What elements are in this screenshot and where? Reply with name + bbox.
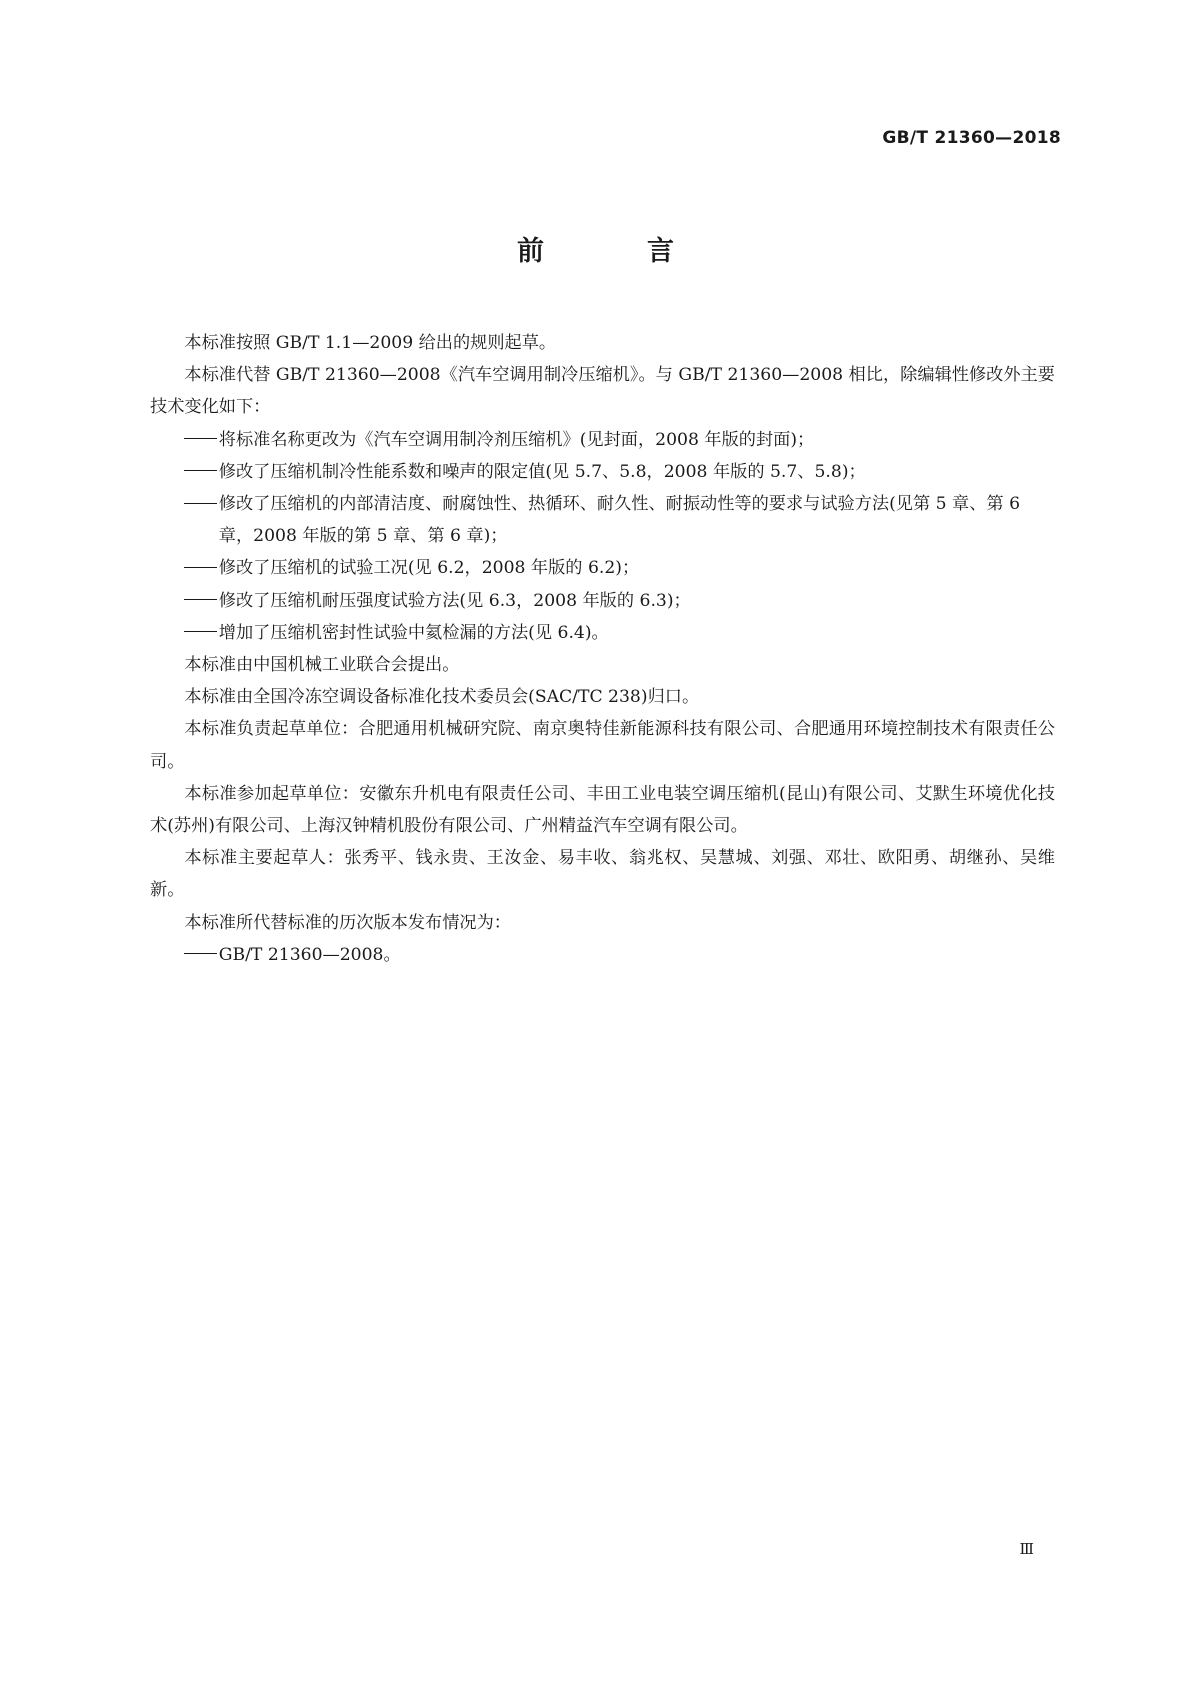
list-item: 将标准名称更改为《汽车空调用制冷剂压缩机》(见封面，2008 年版的封面)； <box>150 424 1055 456</box>
list-item: 修改了压缩机的内部清洁度、耐腐蚀性、热循环、耐久性、耐振动性等的要求与试验方法(见第 5 章、第 6 章，2008 年版的第 5 章、第 6 章)； <box>150 488 1055 552</box>
paragraph-participating-units: 本标准参加起草单位：安徽东升机电有限责任公司、丰田工业电装空调压缩机(昆山)有限公司、艾默生环境优化技术(苏州)有限公司、上海汉钟精机股份有限公司、广州精益汽车空调有限公司。 <box>150 783 1055 837</box>
list-item: 修改了压缩机的试验工况(见 6.2，2008 年版的 6.2)； <box>150 552 1055 584</box>
paragraph-administered-by: 本标准由全国冷冻空调设备标准化技术委员会(SAC/TC 238)归口。 <box>184 687 700 708</box>
dash-icon <box>184 617 218 649</box>
list-item: 增加了压缩机密封性试验中氦检漏的方法(见 6.4)。 <box>150 617 1055 649</box>
list-item: GB/T 21360—2008。 <box>150 939 1055 971</box>
document-body <box>150 327 1055 971</box>
page-title: 前 言 <box>517 236 712 267</box>
list-item: 修改了压缩机制冷性能系数和噪声的限定值(见 5.7、5.8，2008 年版的 5.7、5.8)； <box>150 456 1055 488</box>
dash-icon <box>184 456 218 488</box>
paragraph-main-drafters-units: 本标准负责起草单位：合肥通用机械研究院、南京奥特佳新能源科技有限公司、合肥通用环境控制技术有限责任公司。 <box>150 719 1055 772</box>
paragraph-replaces: 本标准代替 GB/T 21360—2008《汽车空调用制冷压缩机》。与 GB/T 21360—2008 相比，除编辑性修改外主要技术变化如下： <box>150 365 1055 418</box>
paragraph-proposed-by: 本标准由中国机械工业联合会提出。 <box>184 655 460 676</box>
dash-icon <box>184 488 218 520</box>
standard-code: GB/T 21360—2018 <box>882 128 1061 148</box>
paragraph-drafting-rules: 本标准按照 GB/T 1.1—2009 给出的规则起草。 <box>184 333 557 353</box>
dash-icon <box>184 939 218 971</box>
dash-icon <box>184 424 218 456</box>
page-number: Ⅲ <box>1019 1540 1034 1558</box>
paragraph-main-drafters: 本标准主要起草人：张秀平、钱永贵、王汝金、易丰收、翁兆权、吴慧城、刘强、邓壮、欧阳勇、胡继孙、吴维新。 <box>150 848 1055 901</box>
list-item: 修改了压缩机耐压强度试验方法(见 6.3，2008 年版的 6.3)； <box>150 585 1055 617</box>
dash-icon <box>184 552 218 584</box>
paragraph-history-intro: 本标准所代替标准的历次版本发布情况为： <box>184 912 511 933</box>
dash-icon <box>184 585 218 617</box>
